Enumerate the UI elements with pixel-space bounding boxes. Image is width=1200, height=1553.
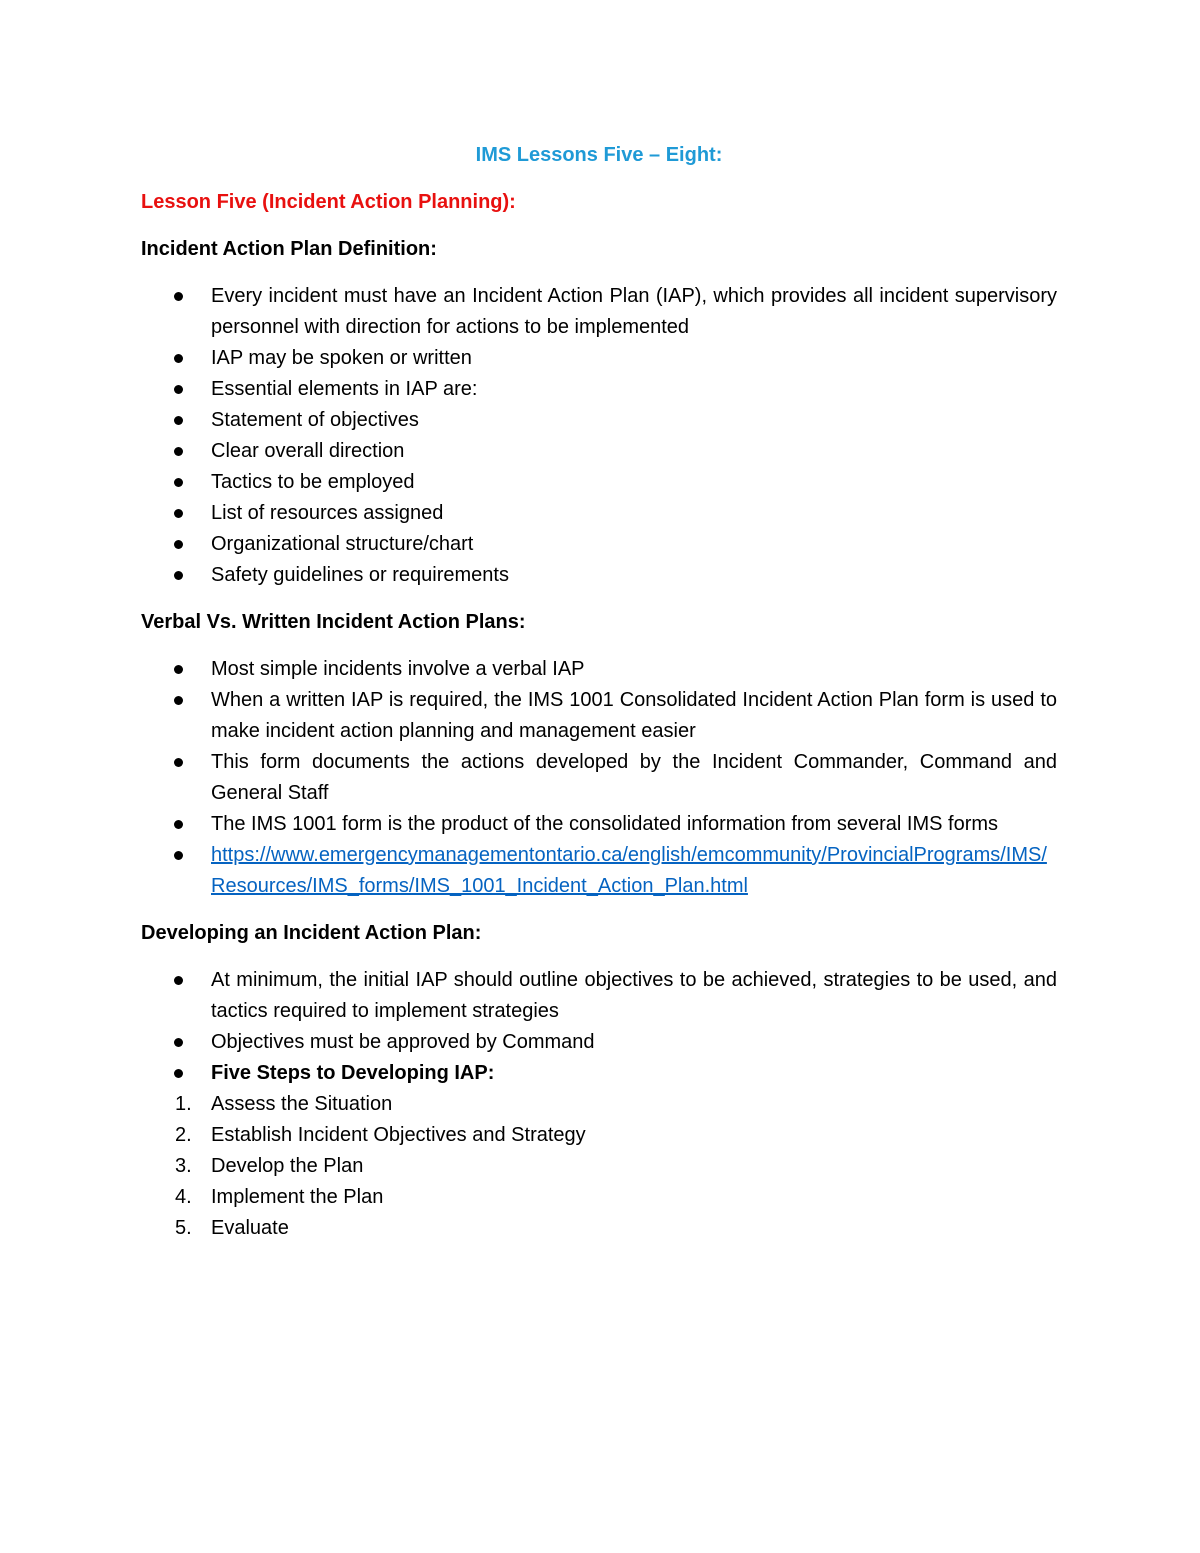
bullet-icon [174, 354, 183, 363]
step-text: Implement the Plan [211, 1186, 384, 1208]
list-item: Safety guidelines or requirements [141, 560, 1057, 591]
list-item: This form documents the actions developed by the Incident Commander, Command and General Staff [141, 747, 1057, 809]
bullet-icon [174, 478, 183, 487]
list-item: Statement of objectives [141, 405, 1057, 436]
step-item [141, 1182, 1057, 1213]
bullet-icon [174, 292, 183, 301]
bullet-icon [174, 1038, 183, 1047]
list-item: The IMS 1001 form is the product of the consolidated information from several IMS forms [141, 809, 1057, 840]
bullet-icon [174, 1069, 183, 1078]
step-number: 3. [175, 1155, 192, 1177]
lesson-heading: Lesson Five (Incident Action Planning): [141, 191, 516, 213]
section-heading-developing-iap: Developing an Incident Action Plan: [141, 922, 482, 944]
step-text: Evaluate [211, 1217, 289, 1239]
bullet-icon [174, 820, 183, 829]
list-item: At minimum, the initial IAP should outline objectives to be achieved, strategies to be used, and tactics required to implement strategies [141, 965, 1057, 1027]
step-item [141, 1151, 1057, 1182]
list-item: Essential elements in IAP are: [141, 374, 1057, 405]
verbal-vs-written-list [141, 654, 1057, 902]
list-item: Every incident must have an Incident Action Plan (IAP), which provides all incident supervisory personnel with direction for actions to be implemented [141, 281, 1057, 343]
step-text: Establish Incident Objectives and Strategy [211, 1124, 586, 1146]
document-body [141, 140, 1057, 1260]
bullet-icon [174, 540, 183, 549]
bullet-icon [174, 851, 183, 860]
step-item [141, 1213, 1057, 1244]
step-number: 5. [175, 1217, 192, 1239]
bullet-icon [174, 416, 183, 425]
developing-iap-list [141, 965, 1057, 1089]
list-item [141, 1058, 1057, 1089]
list-item: Tactics to be employed [141, 467, 1057, 498]
list-item: Organizational structure/chart [141, 529, 1057, 560]
iap-definition-list [141, 281, 1057, 591]
five-steps-heading: Five Steps to Developing IAP: [211, 1062, 495, 1084]
bullet-icon [174, 447, 183, 456]
step-number: 1. [175, 1093, 192, 1115]
step-item [141, 1089, 1057, 1120]
document-title: IMS Lessons Five – Eight: [475, 144, 723, 166]
step-text: Develop the Plan [211, 1155, 364, 1177]
list-item [141, 840, 1057, 902]
step-number: 4. [175, 1186, 192, 1208]
list-item: List of resources assigned [141, 498, 1057, 529]
bullet-icon [174, 385, 183, 394]
bullet-icon [174, 665, 183, 674]
list-item: Clear overall direction [141, 436, 1057, 467]
bullet-icon [174, 976, 183, 985]
list-item: IAP may be spoken or written [141, 343, 1057, 374]
bullet-icon [174, 758, 183, 767]
list-item: Objectives must be approved by Command [141, 1027, 1057, 1058]
bullet-icon [174, 571, 183, 580]
section-heading-iap-definition: Incident Action Plan Definition: [141, 238, 437, 260]
step-number: 2. [175, 1124, 192, 1146]
ims-1001-form-link[interactable]: https://www.emergencymanagementontario.ca/english/emcommunity/ProvincialPrograms/IMS/Resources/IMS_forms/IMS_1001_Incident_Action_Plan.html [211, 844, 1047, 897]
list-item: When a written IAP is required, the IMS 1001 Consolidated Incident Action Plan form is used to make incident action planning and management easier [141, 685, 1057, 747]
step-item [141, 1120, 1057, 1151]
five-steps-list [141, 1089, 1057, 1244]
step-text: Assess the Situation [211, 1093, 393, 1115]
bullet-icon [174, 696, 183, 705]
list-item: Most simple incidents involve a verbal IAP [141, 654, 1057, 685]
bullet-icon [174, 509, 183, 518]
section-heading-verbal-vs-written: Verbal Vs. Written Incident Action Plans: [141, 611, 526, 633]
